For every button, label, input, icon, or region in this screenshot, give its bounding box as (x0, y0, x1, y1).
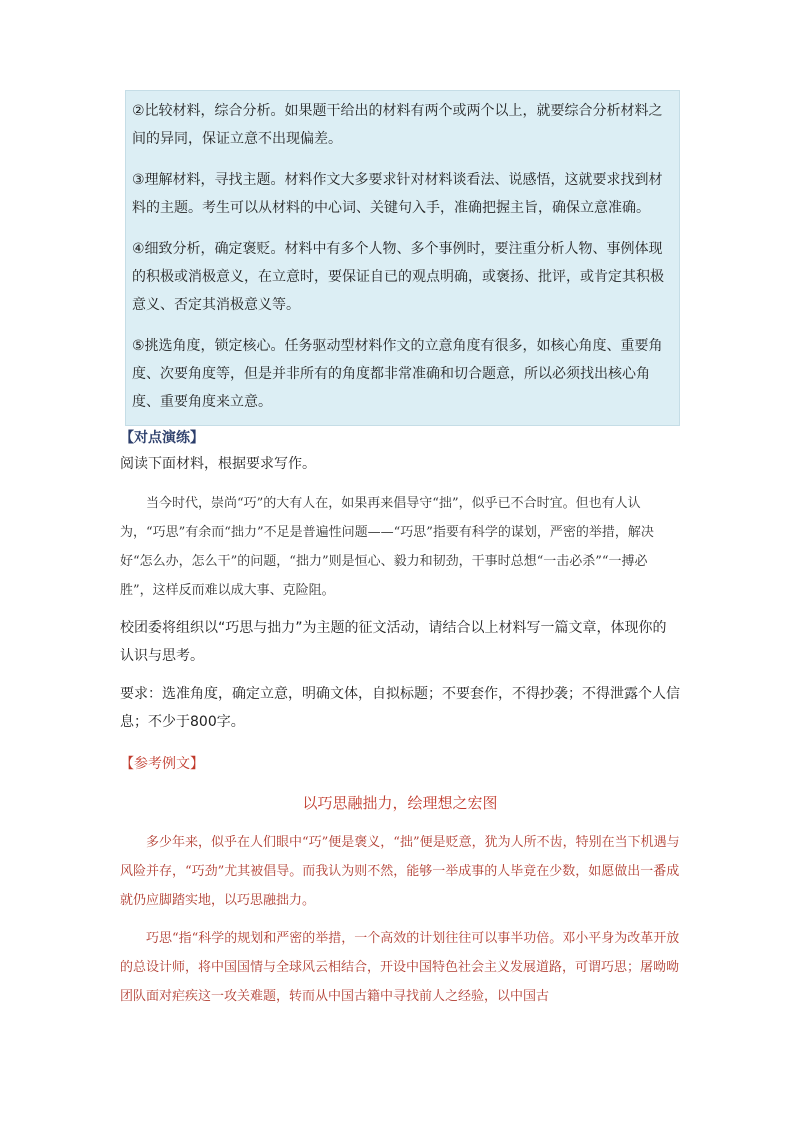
practice-instruction: 阅读下面材料，根据要求写作。 (120, 456, 316, 472)
writing-task: 校团委将组织以“巧思与拙力”为主题的征文活动，请结合以上材料写一篇文章，体现你的认识与思考。 (120, 620, 667, 664)
methods-box (125, 90, 680, 426)
practice-heading: 【对点演练】 (120, 430, 204, 446)
method-item: ②比较材料，综合分析。如果题干给出的材料有两个或两个以上，就要综合分析材料之间的异同，保证立意不出现偏差。 (132, 103, 663, 147)
method-item: ③理解材料，寻找主题。材料作文大多要求针对材料谈看法、说感悟，这就要求找到材料的主题。考生可以从材料的中心词、关键句入手，准确把握主旨，确保立意准确。 (132, 172, 663, 216)
writing-requirements: 要求：选准角度，确定立意，明确文体，自拟标题；不要套作，不得抄袭；不得泄露个人信息；不少于800字。 (120, 686, 680, 730)
essay-paragraph: 多少年来，似乎在人们眼中“巧”便是褒义，“拙”便是贬意，犹为人所不齿，特别在当下机遇与风险并存，“巧劲”尤其被倡导。而我认为则不然，能够一举成事的人毕竟在少数，如愿做出一番成就仍应脚踏实地，以巧思融拙力。 (120, 835, 680, 908)
essay-paragraph: 巧思“指“科学的规划和严密的举措，一个高效的计划往往可以事半功倍。邓小平身为改革开放的总设计师，将中国国情与全球风云相结合，开设中国特色社会主义发展道路，可谓巧思；屠呦呦团队面对疟疾这一攻关难题，转而从中国古籍中寻找前人之经验，以中国古 (120, 931, 680, 1004)
sample-heading: 【参考例文】 (120, 756, 204, 772)
method-item: ④细致分析，确定褒贬。材料中有多个人物、多个事例时，要注重分析人物、事例体现的积极或消极意义，在立意时，要保证自已的观点明确，或褒扬、批评，或肯定其积极意义、否定其消极意义等。 (132, 241, 664, 313)
material-text: 当今时代，崇尚“巧”的大有人在，如果再来倡导守“拙”，似乎已不合时宜。但也有人认为，“巧思”有余而“拙力”不足是普遍性问题——“巧思”指要有科学的谋划，严密的举措，解决好“怎么办，怎么干”的问题，“拙力”则是恒心、毅力和韧劲，干事时总想“一击必杀”“一搏必胜”，这样反而难以成大事、克险阻。 (120, 496, 654, 598)
method-item: ⑤挑选角度，锁定核心。任务驱动型材料作文的立意角度有很多，如核心角度、重要角度、次要角度等，但是并非所有的角度都非常准确和切合题意，所以必须找出核心角度、重要角度来立意。 (132, 338, 663, 410)
essay-title: 以巧思融拙力，绘理想之宏图 (302, 794, 498, 812)
